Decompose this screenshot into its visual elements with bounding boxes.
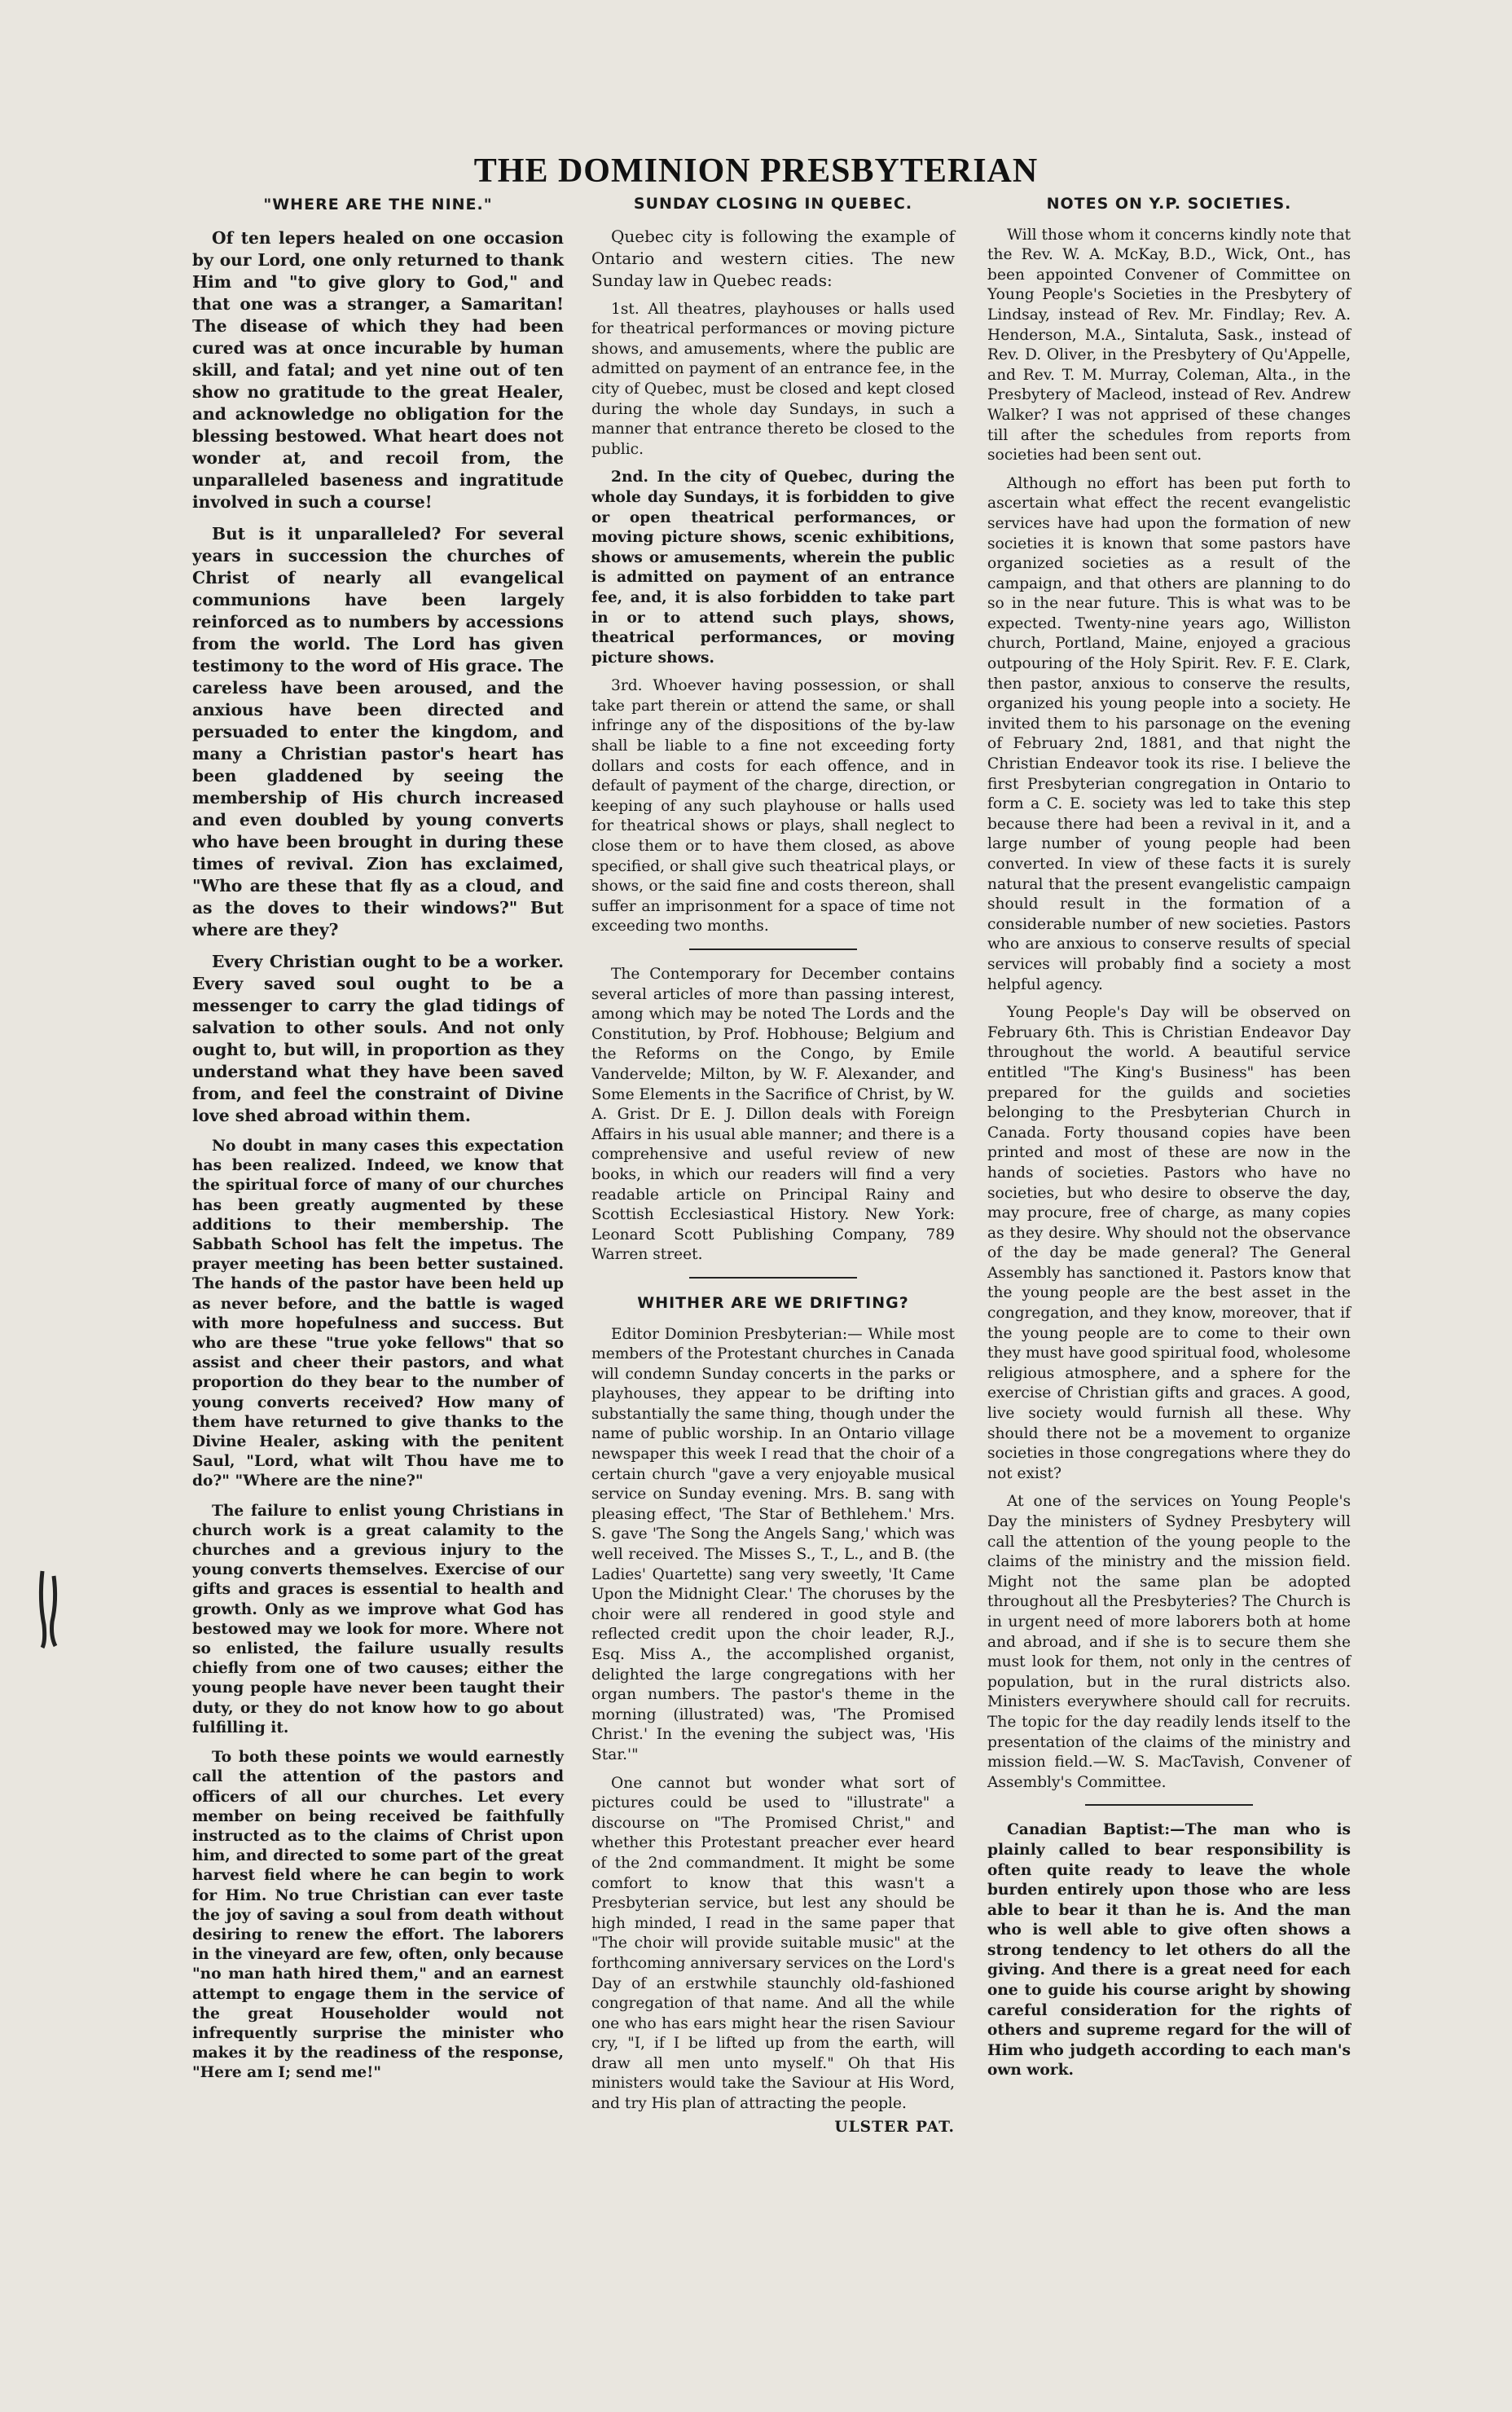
paragraph: No doubt in many cases this expectation has been realized. Indeed, we know that the spiritual force of many of our churches has been greatly augmented by these additions to their membership. The Sabbath School has felt the impetus. The prayer meeting has been better sustained. The hands of the pastor have been held up as never before, and the battle is waged with more hopefulness and success. But who are these "true yoke fellows" that so assist and cheer their pastors, and what proportion do they bear to the number of young converts received? How many of them have returned to give thanks to the Divine Healer, asking with the penitent Saul, "Lord, what wilt Thou have me to do?" "Where are the nine?"	[192, 1138, 564, 1490]
paragraph: To both these points we would earnestly call the attention of the pastors and officers of all our churches. Let every member on being received be faithfully instructed as to the claims of Christ upon him, and directed to some part of the great harvest field where he can begin to work for Him. No true Christian can ever taste the joy of saving a soul from death without desiring to renew the effort. The laborers in the vineyard are few, often, only because "no man hath hired them," and an earnest attempt to engage them in the service of the great Householder would not infrequently surprise the minister who makes it by the readiness of the response, "Here am I; send me!"	[192, 1749, 564, 2082]
paragraph: One cannot but wonder what sort of pictures could be used to "illustrate" a discourse on "The Promised Christ," and whether this Protestant preacher ever heard of the 2nd commandment. It might be some comfort to know that this wasn't a Presbyterian service, but lest any should be high minded, I read in the same paper that "The choir will provide suitable music" at the forthcoming anniversary services on the Lord's Day of an erstwhile staunchly old-fashioned congregation of that name. And all the while one who has ears might hear the risen Saviour cry, "I, if I be lifted up from the earth, will draw all men unto myself." Oh that His ministers would take the Saviour at His Word, and try His plan of attracting the people.	[591, 1774, 955, 2113]
paragraph: But is it unparalleled? For several years in succession the churches of Christ of nearly all evangelical communions have been largely reinforced as to numbers by accessions from the world. The Lord has given testimony to the word of His grace. The careless have been aroused, and the anxious have been directed and persuaded to enter the kingdom, and many a Christian pastor's heart has been gladdened by seeing the membership of His church increased and even doubled by young converts who have been brought in during these times of revival. Zion has exclaimed, "Who are these that fly as a cloud, and as the doves to their windows?" But where are they?	[192, 524, 564, 940]
paragraph: Editor Dominion Presbyterian:— While most members of the Protestant churches in Canada will condemn Sunday concerts in the parks or playhouses, they appear to be drifting into substantially the same thing, though under the name of public worship. In an Ontario village newspaper this week I read that the choir of a certain church "gave a very enjoyable musical service on Sunday evening. Mrs. B. sang with pleasing effect, 'The Star of Bethlehem.' Mrs. S. gave 'The Song the Angels Sang,' which was well received. The Misses S., T., L., and B. (the Ladies' Quartette) sang very sweetly, 'It Came Upon the Midnight Clear.' The choruses by the choir were all rendered in good style and reflected credit upon the choir leader, R.J., Esq. Miss A., the accomplished organist, delighted the large congregations with her organ numbers. The pastor's theme in the morning (illustrated) was, 'The Promised Christ.' In the evening the subject was, 'His Star.'"	[591, 1325, 955, 1763]
paragraph: Quebec city is following the example of Ontario and western cities. The new Sunday law in Quebec reads:	[591, 226, 955, 290]
note-block	[987, 1820, 1351, 2081]
paragraph: Canadian Baptist:—The man who is plainly called to bear responsibility is often quite ready to leave the whole burden entirely upon those who are less able to bear it than he is. And the man who is well able to give often shows a strong tendency to let others do all the giving. And there is a great need for each one to guide his course aright by showing careful consideration for the rights of others and supreme regard for the will of Him who judgeth according to each man's own work.	[987, 1821, 1351, 2080]
paragraph: The failure to enlist young Christians in church work is a great calamity to the churches and a grevious injury to the young converts themselves. Exercise of our gifts and graces is essential to health and growth. Only as we improve what God has bestowed may we look for more. Where not so enlisted, the failure usually results chiefly from one of two causes; either the young people have never been taught their duty, or they do not know how to go about fulfilling it.	[192, 1502, 564, 1736]
column-where-are-the-nine	[192, 194, 564, 2093]
divider	[689, 949, 856, 950]
paragraph: 3rd. Whoever having possession, or shall take part therein or attend the same, or shall infringe any of the dispositions of the by-law shall be liable to a fine not exceeding forty dollars and costs for each offence, and in default of payment of the charge, direction, or keeping of any such playhouse or halls used for theatrical shows or plays, shall neglect to close them or to have them closed, as above specified, or shall give such theatrical plays, or shows, or the said fine and costs thereon, shall suffer an imprisonment for a space of time not exceeding two months.	[591, 677, 955, 935]
article-heading: NOTES ON Y.P. SOCIETIES.	[1046, 195, 1292, 213]
column-yp-societies	[987, 194, 1351, 2089]
paragraph: 2nd. In the city of Quebec, during the whole day Sundays, it is forbidden to give or open theatrical performances, or moving picture shows, scenic exhibitions, shows or amusements, wherein the public is admitted on payment of an entrance fee, and, it is also forbidden to take part in or to attend such plays, shows, theatrical performances, or moving picture shows.	[591, 469, 955, 667]
article-heading: WHITHER ARE WE DRIFTING?	[637, 1293, 909, 1312]
paragraph: Although no effort has been put forth to ascertain what effect the recent evangelistic services have had upon the formation of new societies it is known that some pastors have organized societies as a result of the campaign, and that others are planning to do so in the near future. This is what was to be expected. Twenty-nine years ago, Williston church, Portland, Maine, enjoyed a gracious outpouring of the Holy Spirit. Rev. F. E. Clark, then pastor, anxious to conserve the results, organized his young people into a society. He invited them to his parsonage on the evening of February 2nd, 1881, and that night the Christian Endeavor took its rise. I believe the first Presbyterian congregation in Ontario to form a C. E. society was led to take this step because there had been a revival in it, and a large number of young people had been converted. In view of these facts it is surely natural that the present evangelistic campaign should result in the formation of a considerable number of new societies. Pastors who are anxious to conserve results of special services will probably find a society a most helpful agency.	[987, 474, 1351, 993]
margin-mark-icon	[36, 1568, 65, 1649]
signature: ULSTER PAT.	[834, 2118, 955, 2136]
paragraph: At one of the services on Young People's Day the ministers of Sydney Presbytery will call the attention of the young people to the claims of the ministry and the mission field. Might not the same plan be adopted throughout all the Presbyteries? The Church is in urgent need of more laborers both at home and abroad, and if she is to secure them she must look for them, not only in the centres of population, but in the rural districts also. Ministers everywhere should call for recruits. The topic for the day readily lends itself to the presentation of the claims of the ministry and mission field.—W. S. MacTavish, Convener of Assembly's Committee.	[987, 1493, 1351, 1791]
paragraph: 1st. All theatres, playhouses or halls used for theatrical performances or moving picture shows, and amusements, where the public are admitted on payment of an entrance fee, in the city of Quebec, must be closed and kept closed during the whole day Sundays, in such a manner that entrance thereto be closed to the public.	[591, 300, 955, 458]
column-sunday-closing	[591, 194, 955, 2137]
article-heading: "WHERE ARE THE NINE."	[263, 196, 493, 213]
paragraph: Young People's Day will be observed on February 6th. This is Christian Endeavor Day throughout the world. A beautiful service entitled "The King's Business" has been prepared for the guilds and societies belonging to the Presbyterian Church in Canada. Forty thousand copies have been printed and most of these are now in the hands of societies. Pastors who have no societies, but who desire to observe the day, may procure, free of charge, as many copies as they desire. Why should not the observance of the day be made general? The General Assembly has sanctioned it. Pastors know that the young people are the best asset in the congregation, and they know, moreover, that if the young people are to come to their own they must have good spiritual food, wholesome religious atmosphere, and a sphere for the exercise of Christian gifts and graces. A good, live society would furnish all these. Why should there not be a movement to organize societies in those congregations where they do not exist?	[987, 1004, 1351, 1482]
divider	[1085, 1804, 1252, 1806]
masthead: THE DOMINION PRESBYTERIAN	[473, 152, 1039, 190]
divider	[689, 1277, 856, 1279]
article-heading: SUNDAY CLOSING IN QUEBEC.	[633, 195, 913, 213]
paragraph: The Contemporary for December contains several articles of more than passing interest, among which may be noted The Lords and the Constitution, by Prof. Hobhouse; Belgium and the Reforms on the Congo, by Emile Vandervelde; Milton, by W. F. Alexander, and Some Elements in the Sacrifice of Christ, by W. A. Grist. Dr E. J. Dillon deals with Foreign Affairs in his usual able manner; and there is a comprehensive and useful review of new books, in which our readers will find a very readable article on Principal Rainy and Scottish Ecclesiastical History. New York: Leonard Scott Publishing Company, 789 Warren street.	[591, 966, 955, 1264]
paragraph: Will those whom it concerns kindly note that the Rev. W. A. McKay, B.D., Wick, Ont., has been appointed Convener of Committee on Young People's Societies in the Presbytery of Lindsay, instead of Rev. Mr. Findlay; Rev. A. Henderson, M.A., Sintaluta, Sask., instead of Rev. D. Oliver, in the Presbytery of Qu'Appelle, and Rev. T. M. Murray, Coleman, Alta., in the Presbytery of Macleod, instead of Rev. Andrew Walker? I was not apprised of these changes till after the schedules from reports from societies had been sent out.	[987, 226, 1351, 464]
paragraph: Every Christian ought to be a worker. Every saved soul ought to be a messenger to carry the glad tidings of salvation to other souls. And not only ought to, but will, in proportion as they understand what they have been saved from, and feel the constraint of Divine love shed abroad within them.	[192, 952, 564, 1125]
paragraph: Of ten lepers healed on one occasion by our Lord, one only returned to thank Him and "to give glory to God," and that one was a stranger, a Samaritan! The disease of which they had been cured was at once incurable by human skill, and fatal; and yet nine out of ten show no gratitude to the great Healer, and acknowledge no obligation for the blessing bestowed. What heart does not wonder at, and recoil from, the unparalleled baseness and ingratitude involved in such a course!	[192, 228, 564, 512]
